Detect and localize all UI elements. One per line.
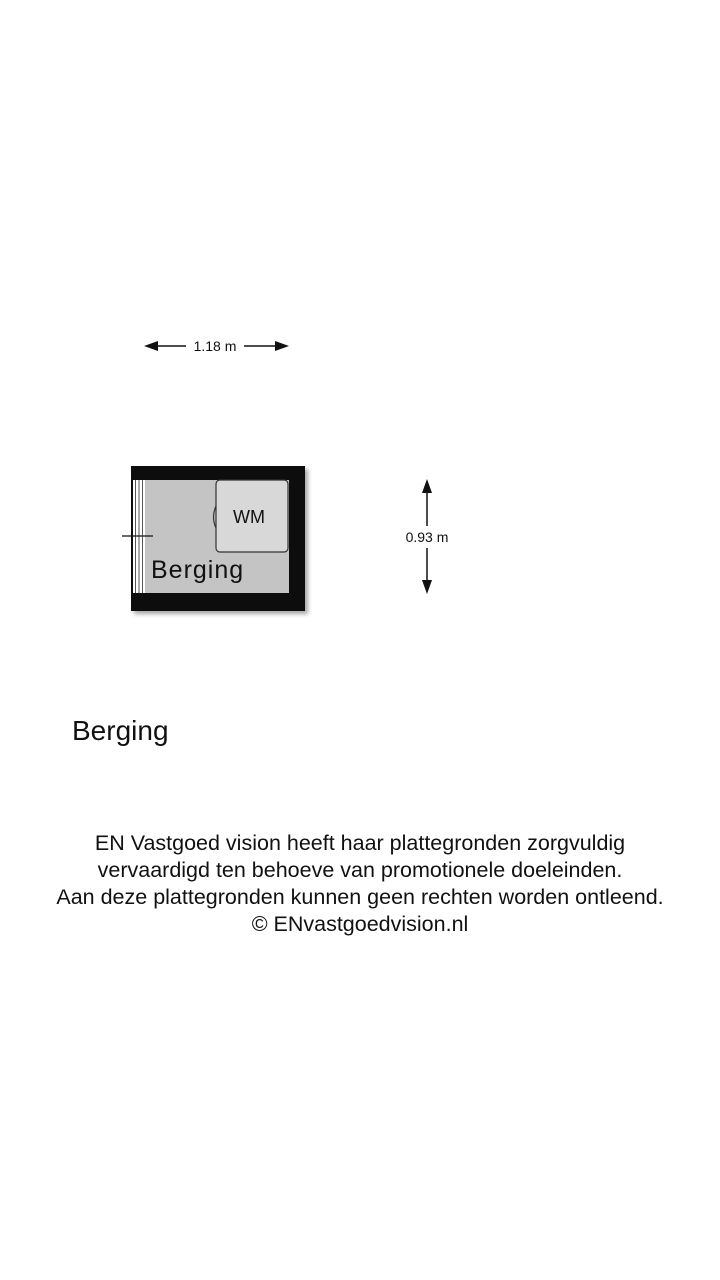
width-dimension [144,338,289,354]
room-label: Berging [151,556,245,584]
disclaimer-line-2: vervaardigd ten behoeve van promotionele doeleinden. [97,858,623,882]
depth-dimension-label: 0.93 m [405,529,449,545]
room-berging [122,466,305,611]
washing-machine [214,480,289,552]
page-title: Berging [72,715,169,746]
disclaimer [0,830,720,938]
width-dimension-label: 1.18 m [193,338,237,354]
depth-dimension [406,479,449,594]
disclaimer-line-1: EN Vastgoed vision heeft haar plattegronden zorgvuldig [94,831,626,855]
disclaimer-line-3: Aan deze plattegronden kunnen geen rechten worden ontleend. [56,885,664,909]
washing-machine-label: WM [233,507,265,527]
disclaimer-line-4: © ENvastgoedvision.nl [251,912,469,936]
